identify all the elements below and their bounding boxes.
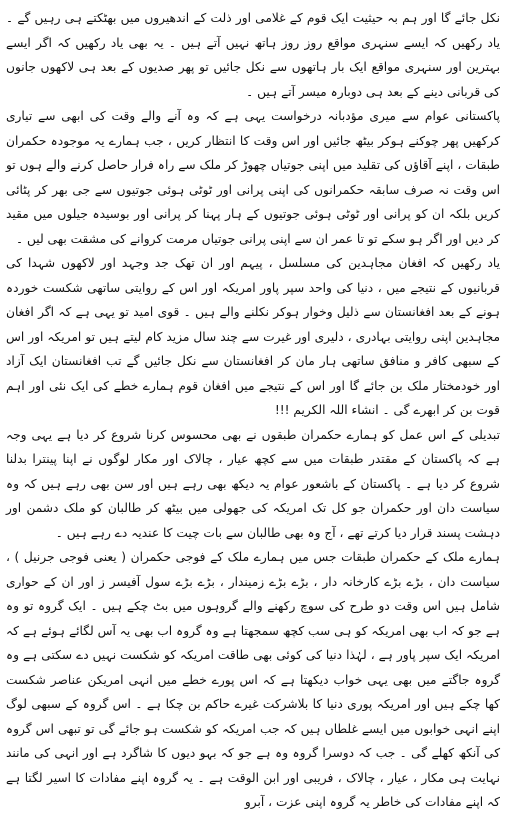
paragraph-3: یاد رکھیں کہ افغان مجاہدین کی مسلسل ، پیہم اور ان تھک جد وجہد اور لاکھوں شہدا کی قربانیوں کے نتیجے میں ، دنیا کی واحد سپر پاور امریکہ اور اس کے روایتی ساتھی شکست خوردہ ہونے کے بعد افغانستان سے ذلیل وخوار ہوکر نکلنے والے ہیں ۔ قوی امید تو یہی ہے کہ اگر افغان مجاہدین اپنی روایتی بہادری ، دلیری اور غیرت سے چند سال مزید کام لیتے ہیں تو امریکہ اور اس کے سبھی کافر و منافق ساتھی ہار مان کر افغانستان سے نکل جائیں گے تب افغانستان ایک آزاد اور خودمختار ملک بن جائے گا اور اس کے نتیجے میں افغان قوم ہمارے خطے کی ایک نئی اور اہم قوت بن کر ابھرے گی ۔ انشاء اللہ الکریم !!! bbox=[6, 256, 500, 417]
paragraph-1: نکل جائے گا اور ہم بہ حیثیت ایک قوم کے غلامی اور ذلت کے اندھیروں میں بھٹکتے ہی رہیں گے ۔ یاد رکھیں کہ ایسے سنہری مواقع روز روز ہاتھ نہیں آتے ہیں ۔ یہ بھی یاد رکھیں کہ اگر ایسے بہترین اور سنہری مواقع ایک بار ہاتھوں سے نکل جائیں تو پھر صدیوں کے بعد ہی لاکھوں جانوں کی قربانی دینے کے بعد ہی دوبارہ میسر آتے ہیں ۔ bbox=[6, 11, 500, 99]
document-page bbox=[6, 6, 500, 809]
article-body bbox=[6, 6, 500, 815]
paragraph-5: ہمارے ملک کے حکمران طبقات جس میں ہمارے ملک کے فوجی حکمران ( یعنی فوجی جرنیل ) ، سیاست دان ، بڑے بڑے کارخانہ دار ، بڑے بڑے زمیندار ، بڑے بڑے سول آفیسر ز اور ان کے حواری شامل ہیں اس وقت دو طرح کی سوچ رکھنے والے گروہوں میں بٹ چکے ہیں ۔ ایک گروہ تو وہ ہے جو کہ اب بھی امریکہ کو ہی سب کچھ سمجھتا ہے وہ گروہ اب بھی یہ آس لگائے ہوئے ہے کہ امریکہ ایک سپر پاور ہے ، لہٰذا دنیا کی کوئی بھی طاقت امریکہ کو شکست نہیں دے سکتی ہے وہ گروہ جاگتے میں بھی یہی خواب دیکھتا ہے کہ اس پورے خطے میں انہی امریکن عناصر شکست کھا چکے ہیں اور امریکہ پوری دنیا کا بلاشرکت غیرے حاکم بن چکا ہے ۔ اس گروہ کے سبھی لوگ اپنے انہی خوابوں میں ایسے غلطاں ہیں کہ جب امریکہ کو شکست ہو جائے گی تو تبھی اس گروہ کی آنکھ کھلے گی ۔ جب کہ دوسرا گروہ وہ ہے جو کہ بہو دیوں کا شاگرد ہے اور انہی کی مانند نہایت ہی مکار ، عیار ، چالاک ، فریبی اور ابن الوقت ہے ۔ یہ گروہ اپنے مفادات کا اسیر لگتا ہے کہ اپنے مفادات کی خاطر یہ گروہ اپنی عزت ، آبرو bbox=[6, 550, 500, 809]
paragraph-4: تبدیلی کے اس عمل کو ہمارے حکمران طبقوں نے بھی محسوس کرنا شروع کر دیا ہے یہی وجہ ہے کہ پاکستان کے مقتدر طبقات میں سے کچھ عیار ، چالاک اور مکار لوگوں نے اپنا پینترا بدلنا شروع کر دیا ہے ۔ پاکستان کے باشعور عوام یہ دیکھ بھی رہے ہیں اور سن بھی رہے ہیں کہ وہ سیاست دان اور حکمران جو کل تک امریکہ کی جھولی میں بیٹھ کر طالبان کو ملک دشمن اور دہشت پسند قرار دیا کرتے تھے ، آج وہ بھی طالبان سے بات چیت کا عندیہ دے رہے ہیں ۔ bbox=[6, 427, 500, 540]
paragraph-2: پاکستانی عوام سے میری مؤدبانہ درخواست یہی ہے کہ وہ آنے والے وقت کی ابھی سے تیاری کرکھیں پھر چوکنے ہوکر بیٹھ جائیں اور اس وقت کا انتظار کریں ، جب ہمارے یہ موجودہ حکمران طبقات ، اپنے آقاؤں کی تقلید میں اپنی جوتیاں چھوڑ کر ملک سے راہ فرار حاصل کرنے والے ہوں تو اس وقت نہ صرف سابقہ حکمرانوں کی اپنی پرانی اور ٹوٹی ہوئی جوتیوں سے جی بھر کر پٹائی کریں بلکہ ان کو پرانی اور ٹوٹی ہوئی جوتیوں کے ہار پہنا کر پرانی اور بوسیدہ جیلوں میں مقید کر دیں اور اگر ہو سکے تو تا عمر ان سے اپنی پرانی جوتیاں مرمت کروانے کی مشقت بھی لیں ۔ bbox=[6, 109, 500, 246]
